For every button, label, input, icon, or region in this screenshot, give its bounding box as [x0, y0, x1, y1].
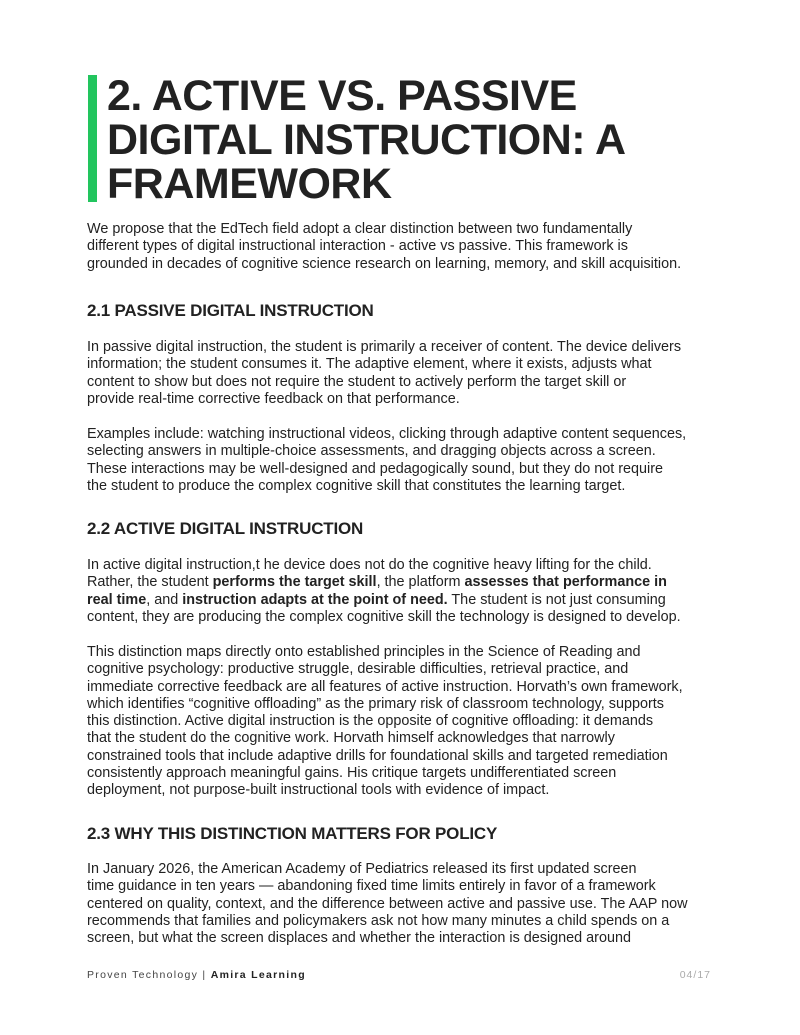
paragraph-line: provide real-time corrective feedback on that performance. — [87, 390, 460, 407]
section-2-2-paragraph-2 — [87, 644, 727, 800]
section-2-3-paragraph-1 — [87, 861, 727, 947]
paragraph-line: that the student do the cognitive work. Horvath himself acknowledges that narrowly — [87, 730, 615, 747]
bold-phrase: performs the target skill — [212, 574, 377, 591]
page-title-line-2: DIGITAL INSTRUCTION: A — [107, 116, 626, 164]
paragraph-line: These interactions may be well-designed and pedagogically sound, but they do not require — [87, 460, 663, 477]
paragraph-line: screen, but what the screen displaces and whether the interaction is designed around — [87, 930, 631, 947]
paragraph-line: information; the student consumes it. The adaptive element, where it exists, adjusts what — [87, 356, 652, 373]
paragraph-line: centered on quality, context, and the difference between active and passive use. The AAP now — [87, 895, 688, 912]
intro-line: grounded in decades of cognitive science research on learning, memory, and skill acquisition. — [87, 255, 682, 272]
paragraph-line: time guidance in ten years — abandoning fixed time limits entirely in favor of a framework — [87, 878, 656, 895]
intro-paragraph — [87, 221, 727, 273]
page-title-line-3: FRAMEWORK — [107, 160, 392, 208]
bold-phrase: instruction adapts at the point of need. — [182, 591, 448, 608]
paragraph-line: selecting answers in multiple-choice assessments, and dragging objects across a screen. — [87, 443, 656, 460]
section-heading-2-3: 2.3 WHY THIS DISTINCTION MATTERS FOR POLICY — [87, 824, 498, 843]
paragraph-line: In active digital instruction,t he device does not do the cognitive heavy lifting for the child. — [87, 557, 652, 573]
bold-phrase: assesses that performance in — [464, 574, 667, 591]
paragraph-line: In passive digital instruction, the student is primarily a receiver of content. The device delivers — [87, 339, 682, 355]
text-run: , the platform — [376, 574, 465, 591]
paragraph-line: Examples include: watching instructional videos, clicking through adaptive content sequences, — [87, 426, 687, 442]
page-number: 04/17 — [679, 969, 711, 981]
section-2-2-paragraph-1 — [87, 557, 727, 626]
paragraph-line: content to show but does not require the student to actively perform the target skill or — [87, 373, 627, 390]
text-run: The student is not just consuming — [447, 591, 666, 608]
paragraph-line: the student to produce the complex cognitive skill that constitutes the learning target. — [87, 477, 626, 494]
section-heading-2-1: 2.1 PASSIVE DIGITAL INSTRUCTION — [87, 301, 374, 320]
section-heading-2-2: 2.2 ACTIVE DIGITAL INSTRUCTION — [87, 519, 364, 538]
intro-line: We propose that the EdTech field adopt a clear distinction between two fundamentally — [87, 221, 633, 237]
page-title-line-1: 2. ACTIVE VS. PASSIVE — [107, 72, 577, 120]
footer-brand: Amira Learning — [210, 969, 306, 981]
title-accent-bar — [88, 75, 97, 202]
bold-phrase: real time — [87, 591, 147, 608]
text-run: , and — [146, 591, 183, 608]
page-footer — [87, 969, 306, 981]
paragraph-line: consistently approach meaningful gains. His critique targets undifferentiated screen — [87, 765, 617, 782]
paragraph-line: In January 2026, the American Academy of Pediatrics released its first updated screen — [87, 861, 637, 877]
paragraph-line: This distinction maps directly onto established principles in the Science of Reading and — [87, 644, 641, 660]
text-run: Rather, the student — [87, 574, 213, 591]
paragraph-line: content, they are producing the complex cognitive skill the technology is designed to develop. — [87, 608, 681, 625]
paragraph-line: immediate corrective feedback are all features of active instruction. Horvath’s own framework, — [87, 678, 683, 695]
paragraph-line: cognitive psychology: productive struggle, desirable difficulties, retrieval practice, and — [87, 661, 629, 678]
paragraph-line: deployment, not purpose-built instructional tools with evidence of impact. — [87, 782, 550, 799]
paragraph-line — [87, 592, 727, 609]
paragraph-line — [87, 574, 727, 591]
paragraph-line: constrained tools that include adaptive drills for foundational skills and targeted remediation — [87, 747, 668, 764]
footer-label: Proven Technology | — [87, 969, 211, 981]
paragraph-line: recommends that families and policymakers ask not how many minutes a child spends on a — [87, 912, 670, 929]
paragraph-line: which identifies “cognitive offloading” as the primary risk of classroom technology, supports — [87, 695, 664, 712]
paragraph-line: this distinction. Active digital instruction is the opposite of cognitive offloading: it demands — [87, 713, 654, 730]
section-2-1-paragraph-2 — [87, 426, 727, 495]
section-2-1-paragraph-1 — [87, 339, 727, 408]
intro-line: different types of digital instructional interaction - active vs passive. This framework is — [87, 238, 628, 255]
